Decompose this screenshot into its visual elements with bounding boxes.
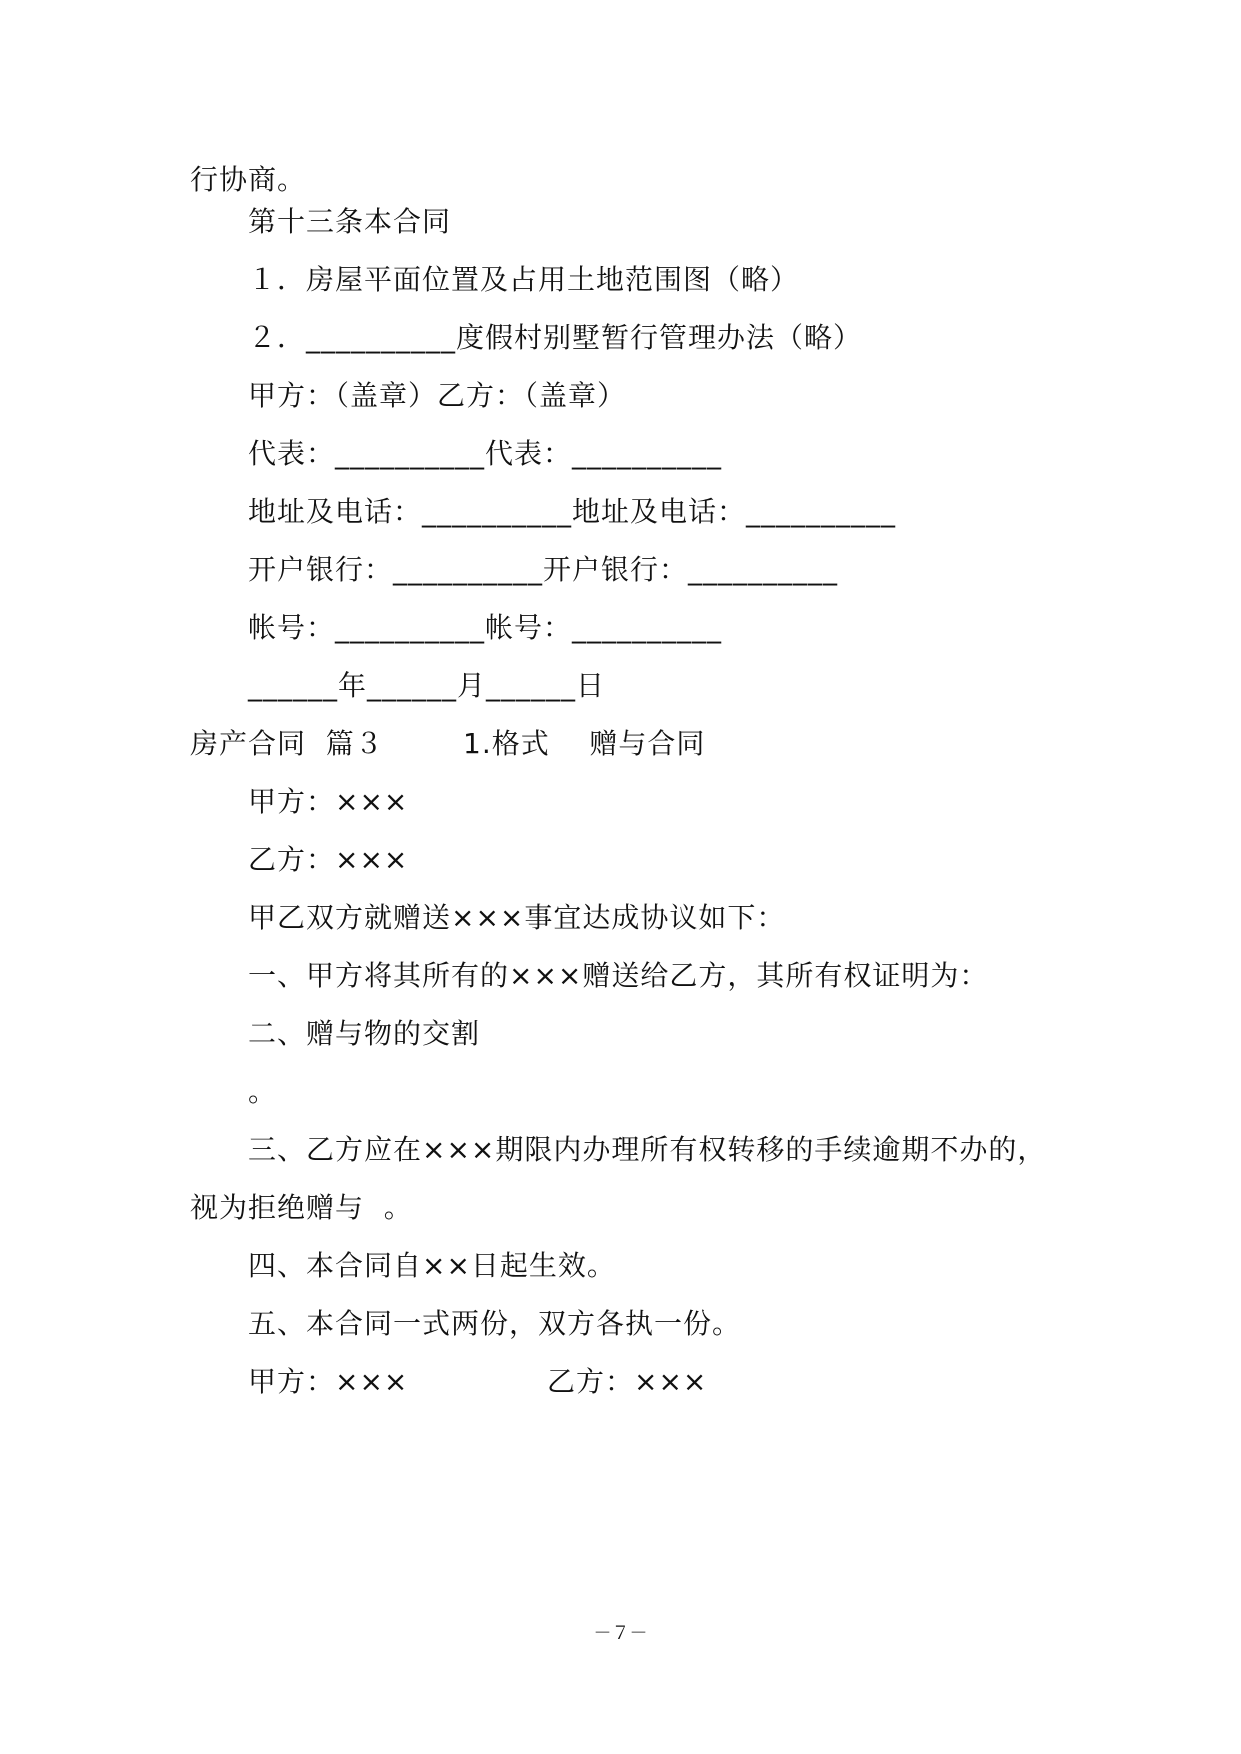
attachment-1: １．房屋平面位置及占用土地范围图（略） bbox=[248, 263, 800, 296]
address-phone-line: 地址及电话：__________地址及电话：__________ bbox=[248, 495, 897, 528]
date-line: ______年______月______日 bbox=[248, 669, 606, 702]
clause-2: 二、赠与物的交割 bbox=[248, 1017, 481, 1050]
party-a-line: 甲方：××× bbox=[248, 785, 409, 818]
clause-5: 五、本合同一式两份，双方各执一份。 bbox=[248, 1307, 742, 1340]
text-line: 。 bbox=[248, 1075, 278, 1108]
party-seal-line: 甲方：（盖章）乙方：（盖章） bbox=[248, 379, 627, 412]
page-number: －７－ bbox=[593, 1623, 648, 1644]
signature-line: 甲方：××× 乙方：××× bbox=[248, 1365, 708, 1398]
text-line: 行协商。 bbox=[190, 163, 307, 196]
bank-line: 开户银行：__________开户银行：__________ bbox=[248, 553, 839, 586]
representative-line: 代表：__________代表：__________ bbox=[248, 437, 723, 470]
article-13-heading: 第十三条本合同 bbox=[248, 205, 452, 238]
section-heading: 房产合同 篇３ 1.格式 赠与合同 bbox=[190, 727, 706, 760]
clause-1: 一、甲方将其所有的×××赠送给乙方，其所有权证明为： bbox=[248, 959, 989, 992]
party-b-line: 乙方：××× bbox=[248, 843, 409, 876]
agreement-intro: 甲乙双方就赠送×××事宜达成协议如下： bbox=[248, 901, 786, 934]
attachment-2: ２．__________度假村别墅暂行管理办法（略） bbox=[248, 321, 863, 354]
clause-3-continued: 视为拒绝赠与 。 bbox=[190, 1191, 413, 1224]
clause-4: 四、本合同自××日起生效。 bbox=[248, 1249, 616, 1282]
account-line: 帐号：__________帐号：__________ bbox=[248, 611, 723, 644]
clause-3: 三、乙方应在×××期限内办理所有权转移的手续逾期不办的， bbox=[248, 1133, 1047, 1166]
